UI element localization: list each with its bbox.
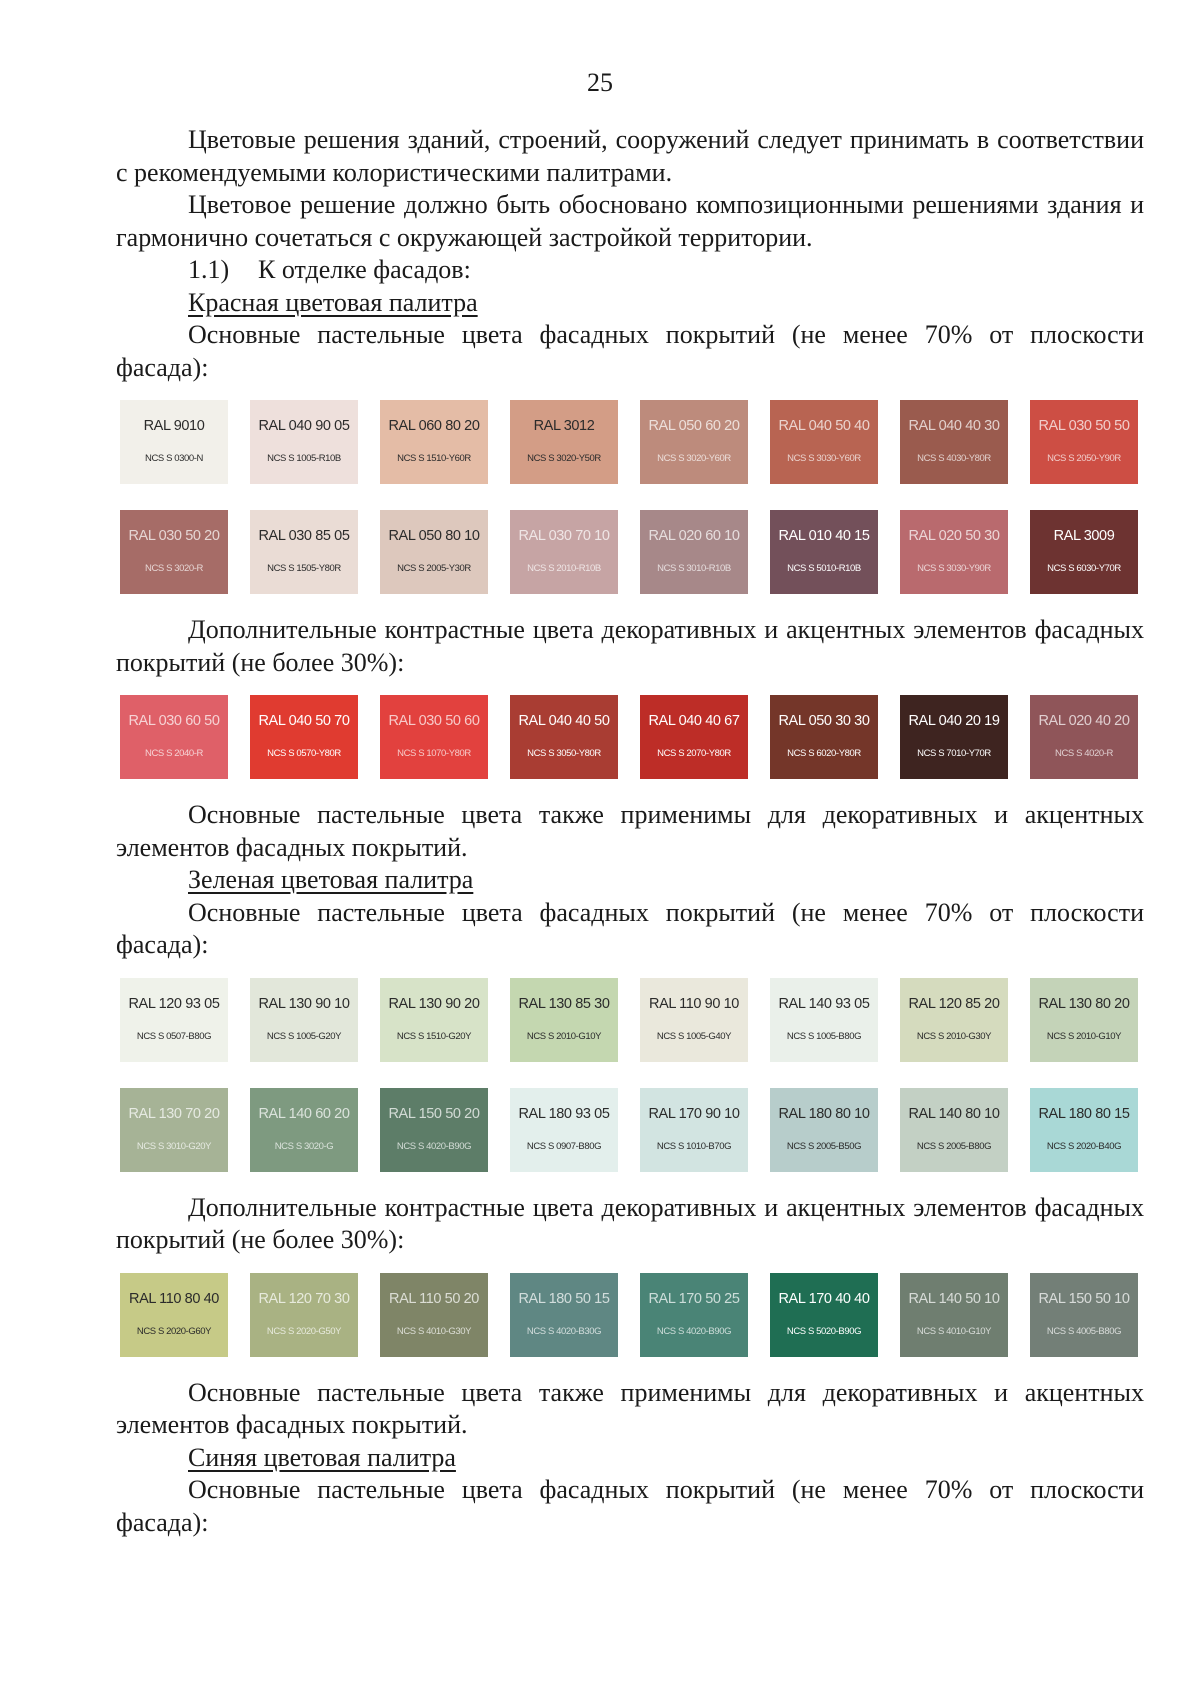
swatch-ncs-code: NCS S 2005-Y30R xyxy=(397,563,471,574)
swatch-ncs-code: NCS S 2010-G30Y xyxy=(916,1030,992,1042)
colour-swatch xyxy=(510,400,618,484)
red-accent-colours-text: Дополнительные контрастные цвета декоративных и акцентных элементов фасадных покрытий (не более 30%): xyxy=(116,615,1144,677)
colour-swatch xyxy=(900,1088,1008,1172)
blue-palette-heading: Синяя цветовая палитра xyxy=(188,1442,456,1472)
swatch-ncs-code: NCS S 4005-B80G xyxy=(1046,1325,1122,1337)
colour-swatch xyxy=(120,510,228,594)
colour-swatch xyxy=(770,978,878,1062)
swatch-ral-code: RAL 040 40 30 xyxy=(908,418,1000,434)
swatch-ncs-code: NCS S 6030-Y70R xyxy=(1047,563,1121,574)
swatch-ncs-code: NCS S 4030-Y80R xyxy=(917,453,991,464)
swatch-ral-code: RAL 020 60 10 xyxy=(648,528,740,544)
swatch-ncs-code: NCS S 2010-R10B xyxy=(527,563,601,574)
swatch-ral-code: RAL 030 85 05 xyxy=(258,528,350,544)
swatch-ral-code: RAL 170 40 40 xyxy=(778,1290,870,1307)
swatch-ral-code: RAL 180 50 15 xyxy=(518,1290,610,1307)
blue-main-colours-text: Основные пастельные цвета фасадных покрытий (не менее 70% от плоскости фасада): xyxy=(116,1475,1144,1537)
swatch-ral-code: RAL 9010 xyxy=(143,418,205,434)
colour-swatch xyxy=(640,1273,748,1357)
swatch-ral-code: RAL 030 70 10 xyxy=(518,528,610,544)
swatch-ral-code: RAL 050 60 20 xyxy=(648,418,740,434)
swatch-ral-code: RAL 180 80 10 xyxy=(778,1105,870,1122)
swatch-ncs-code: NCS S 2020-G60Y xyxy=(136,1325,212,1337)
red-main-swatch-grid xyxy=(120,400,1144,594)
green-main-colours-text: Основные пастельные цвета фасадных покрытий (не менее 70% от плоскости фасада): xyxy=(116,897,1144,959)
swatch-ncs-code: NCS S 2050-Y90R xyxy=(1047,453,1121,464)
colour-swatch xyxy=(380,1273,488,1357)
colour-swatch xyxy=(380,978,488,1062)
colour-swatch xyxy=(510,510,618,594)
swatch-ncs-code: NCS S 4020-B30G xyxy=(526,1325,602,1337)
swatch-ncs-code: NCS S 2070-Y80R xyxy=(657,748,731,759)
swatch-ncs-code: NCS S 2020-G50Y xyxy=(266,1325,342,1337)
swatch-ral-code: RAL 110 90 10 xyxy=(649,995,739,1012)
swatch-ral-code: RAL 020 50 30 xyxy=(908,528,1000,544)
swatch-ncs-code: NCS S 2010-G10Y xyxy=(1046,1030,1122,1042)
swatch-ncs-code: NCS S 1510-Y60R xyxy=(397,453,471,464)
colour-swatch xyxy=(640,400,748,484)
red-palette-note: Основные пастельные цвета также применимы для декоративных и акцентных элементов фасадных покрытий. xyxy=(116,800,1144,862)
swatch-ncs-code: NCS S 5020-B90G xyxy=(786,1325,862,1337)
colour-swatch xyxy=(900,978,1008,1062)
swatch-ncs-code: NCS S 4020-R xyxy=(1054,748,1114,759)
page-content xyxy=(116,124,1144,1539)
colour-swatch xyxy=(1030,978,1138,1062)
colour-swatch xyxy=(1030,510,1138,594)
colour-swatch xyxy=(250,1273,358,1357)
swatch-ral-code: RAL 030 60 50 xyxy=(128,713,220,729)
list-item-facade-finish xyxy=(116,254,1144,287)
colour-swatch xyxy=(640,978,748,1062)
swatch-ncs-code: NCS S 4020-B90G xyxy=(656,1325,732,1337)
colour-swatch xyxy=(770,1088,878,1172)
swatch-ncs-code: NCS S 7010-Y70R xyxy=(917,748,991,759)
swatch-ncs-code: NCS S 2020-B40G xyxy=(1046,1140,1122,1152)
colour-swatch xyxy=(120,1273,228,1357)
colour-swatch xyxy=(900,400,1008,484)
swatch-ral-code: RAL 020 40 20 xyxy=(1038,713,1130,729)
swatch-ral-code: RAL 040 40 67 xyxy=(648,713,740,729)
swatch-ral-code: RAL 050 80 10 xyxy=(388,528,480,544)
colour-swatch xyxy=(250,978,358,1062)
swatch-ncs-code: NCS S 3030-Y60R xyxy=(787,453,861,464)
swatch-ncs-code: NCS S 1070-Y80R xyxy=(397,748,471,759)
swatch-ral-code: RAL 130 90 20 xyxy=(388,995,480,1012)
swatch-ral-code: RAL 180 80 15 xyxy=(1038,1105,1130,1122)
green-palette-heading: Зеленая цветовая палитра xyxy=(188,865,474,894)
swatch-ncs-code: NCS S 0570-Y80R xyxy=(267,748,341,759)
swatch-ral-code: RAL 140 60 20 xyxy=(258,1105,350,1122)
swatch-ncs-code: NCS S 4010-G30Y xyxy=(396,1325,472,1337)
colour-swatch xyxy=(1030,695,1138,779)
colour-swatch xyxy=(250,695,358,779)
swatch-ral-code: RAL 010 40 15 xyxy=(778,528,870,544)
swatch-ral-code: RAL 030 50 60 xyxy=(388,713,480,729)
swatch-ncs-code: NCS S 1010-B70G xyxy=(656,1140,732,1152)
swatch-ncs-code: NCS S 3020-Y60R xyxy=(657,453,731,464)
swatch-ncs-code: NCS S 3050-Y80R xyxy=(527,748,601,759)
swatch-ral-code: RAL 040 40 50 xyxy=(518,713,610,729)
swatch-ral-code: RAL 120 85 20 xyxy=(908,995,1000,1012)
colour-swatch xyxy=(250,400,358,484)
swatch-ncs-code: NCS S 1005-B80G xyxy=(786,1030,862,1042)
swatch-ral-code: RAL 130 90 10 xyxy=(258,995,350,1012)
swatch-ncs-code: NCS S 1510-G20Y xyxy=(396,1030,472,1042)
colour-swatch xyxy=(510,1088,618,1172)
colour-swatch xyxy=(120,400,228,484)
colour-swatch xyxy=(510,1273,618,1357)
green-main-swatch-grid xyxy=(120,978,1144,1172)
colour-swatch xyxy=(510,695,618,779)
colour-swatch xyxy=(1030,400,1138,484)
list-item-number: 1.1) xyxy=(188,255,230,284)
swatch-ncs-code: NCS S 6020-Y80R xyxy=(787,748,861,759)
colour-swatch xyxy=(380,695,488,779)
swatch-ncs-code: NCS S 2005-B50G xyxy=(786,1140,862,1152)
green-palette-note: Основные пастельные цвета также применимы для декоративных и акцентных элементов фасадных покрытий. xyxy=(116,1377,1144,1439)
swatch-ral-code: RAL 150 50 10 xyxy=(1038,1290,1130,1307)
swatch-ral-code: RAL 120 70 30 xyxy=(258,1290,350,1307)
swatch-ral-code: RAL 180 93 05 xyxy=(518,1105,610,1122)
swatch-ncs-code: NCS S 3020-Y50R xyxy=(527,453,601,464)
colour-swatch xyxy=(770,695,878,779)
swatch-ncs-code: NCS S 1005-G20Y xyxy=(266,1030,342,1042)
swatch-ral-code: RAL 140 93 05 xyxy=(778,995,870,1012)
colour-swatch xyxy=(900,1273,1008,1357)
swatch-ncs-code: NCS S 0507-B80G xyxy=(136,1030,212,1042)
swatch-ral-code: RAL 040 90 05 xyxy=(258,418,350,434)
red-main-colours-text: Основные пастельные цвета фасадных покрытий (не менее 70% от плоскости фасада): xyxy=(116,320,1144,382)
colour-swatch xyxy=(770,510,878,594)
swatch-ral-code: RAL 170 50 25 xyxy=(648,1290,740,1307)
swatch-ral-code: RAL 130 85 30 xyxy=(518,995,610,1012)
colour-swatch xyxy=(380,400,488,484)
swatch-ncs-code: NCS S 4020-B90G xyxy=(396,1140,472,1152)
swatch-ral-code: RAL 060 80 20 xyxy=(388,418,480,434)
swatch-ral-code: RAL 110 80 40 xyxy=(129,1290,219,1307)
green-accent-swatch-grid xyxy=(120,1273,1144,1357)
swatch-ncs-code: NCS S 2040-R xyxy=(144,748,204,759)
intro-paragraph-justification: Цветовое решение должно быть обосновано композиционными решениями здания и гармонично сочетаться с окружающей застройкой территории. xyxy=(116,190,1144,252)
colour-swatch xyxy=(640,510,748,594)
colour-swatch xyxy=(640,695,748,779)
list-item-text: К отделке фасадов: xyxy=(258,255,471,284)
colour-swatch xyxy=(770,400,878,484)
swatch-ral-code: RAL 040 50 40 xyxy=(778,418,870,434)
swatch-ncs-code: NCS S 0300-N xyxy=(144,453,204,464)
swatch-ncs-code: NCS S 1005-G40Y xyxy=(656,1030,732,1042)
swatch-ral-code: RAL 030 50 20 xyxy=(128,528,220,544)
red-palette-heading: Красная цветовая палитра xyxy=(188,287,478,317)
swatch-ncs-code: NCS S 5010-R10B xyxy=(787,563,861,574)
page-number: 25 xyxy=(587,68,613,97)
colour-swatch xyxy=(250,1088,358,1172)
green-accent-colours-text: Дополнительные контрастные цвета декоративных и акцентных элементов фасадных покрытий (не более 30%): xyxy=(116,1192,1144,1254)
colour-swatch xyxy=(1030,1088,1138,1172)
swatch-ral-code: RAL 130 80 20 xyxy=(1038,995,1130,1012)
swatch-ncs-code: NCS S 3010-R10B xyxy=(657,563,731,574)
colour-swatch xyxy=(770,1273,878,1357)
swatch-ncs-code: NCS S 3030-Y90R xyxy=(917,563,991,574)
swatch-ncs-code: NCS S 3020-R xyxy=(144,563,204,574)
swatch-ncs-code: NCS S 2005-B80G xyxy=(916,1140,992,1152)
swatch-ral-code: RAL 170 90 10 xyxy=(648,1105,740,1122)
colour-swatch xyxy=(380,1088,488,1172)
red-accent-swatch-grid xyxy=(120,695,1144,779)
swatch-ral-code: RAL 130 70 20 xyxy=(128,1105,220,1122)
intro-paragraph-colour-decisions: Цветовые решения зданий, строений, сооружений следует принимать в соответствии с рекомендуемыми колористическими палитрами. xyxy=(116,125,1144,187)
swatch-ral-code: RAL 040 50 70 xyxy=(258,713,350,729)
swatch-ral-code: RAL 110 50 20 xyxy=(389,1290,479,1307)
colour-swatch xyxy=(120,695,228,779)
swatch-ral-code: RAL 050 30 30 xyxy=(778,713,870,729)
colour-swatch xyxy=(900,695,1008,779)
swatch-ral-code: RAL 040 20 19 xyxy=(908,713,1000,729)
colour-swatch xyxy=(120,978,228,1062)
swatch-ral-code: RAL 3009 xyxy=(1053,528,1115,544)
swatch-ncs-code: NCS S 3020-G xyxy=(274,1140,334,1152)
swatch-ral-code: RAL 030 50 50 xyxy=(1038,418,1130,434)
swatch-ral-code: RAL 150 50 20 xyxy=(388,1105,480,1122)
colour-swatch xyxy=(900,510,1008,594)
colour-swatch xyxy=(1030,1273,1138,1357)
swatch-ral-code: RAL 3012 xyxy=(533,418,595,434)
swatch-ncs-code: NCS S 2010-G10Y xyxy=(526,1030,602,1042)
colour-swatch xyxy=(120,1088,228,1172)
colour-swatch xyxy=(510,978,618,1062)
swatch-ncs-code: NCS S 0907-B80G xyxy=(526,1140,602,1152)
swatch-ral-code: RAL 140 50 10 xyxy=(908,1290,1000,1307)
swatch-ncs-code: NCS S 1505-Y80R xyxy=(267,563,341,574)
colour-swatch xyxy=(250,510,358,594)
colour-swatch xyxy=(640,1088,748,1172)
swatch-ncs-code: NCS S 4010-G10Y xyxy=(916,1325,992,1337)
colour-swatch xyxy=(380,510,488,594)
swatch-ral-code: RAL 120 93 05 xyxy=(128,995,220,1012)
swatch-ral-code: RAL 140 80 10 xyxy=(908,1105,1000,1122)
swatch-ncs-code: NCS S 1005-R10B xyxy=(267,453,341,464)
swatch-ncs-code: NCS S 3010-G20Y xyxy=(136,1140,212,1152)
